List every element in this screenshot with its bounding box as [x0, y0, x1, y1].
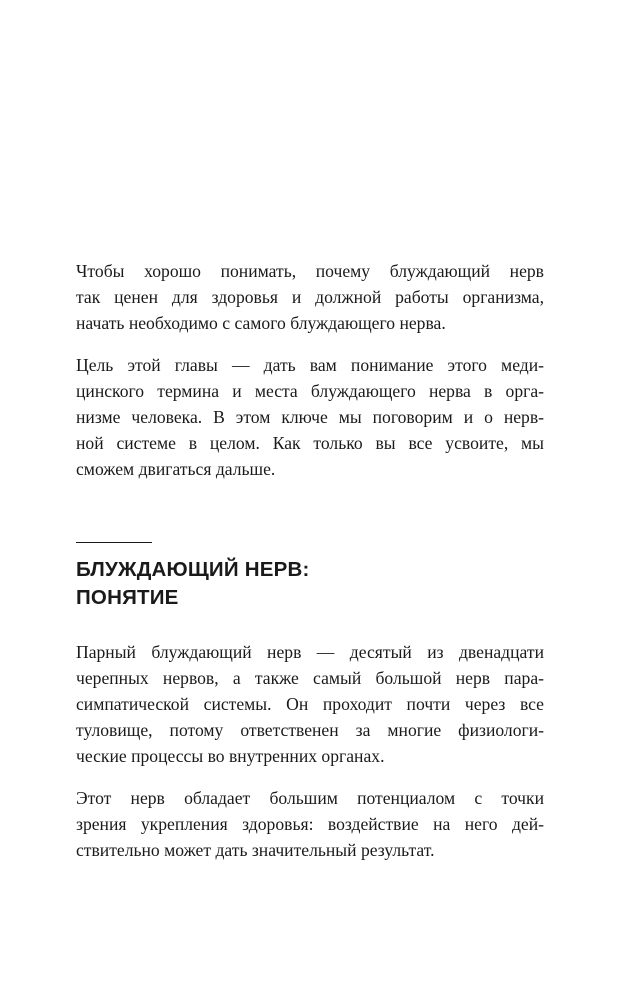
section-heading [76, 556, 544, 612]
text-line: ческие процессы во внутренних органах. [76, 746, 385, 767]
text-line: ствительно может дать значительный результат. [76, 840, 435, 861]
text-line: так ценен для здоровья и должной работы организма, [76, 287, 544, 308]
section-paragraph-2 [76, 785, 544, 864]
section-paragraph-1 [76, 639, 544, 770]
text-line: Цель этой главы — дать вам понимание этого меди- [76, 354, 544, 375]
text-line: черепных нервов, а также самый большой нерв пара- [76, 667, 544, 688]
text-line: Этот нерв обладает большим потенциалом с точки [76, 787, 544, 808]
text-line: Парный блуждающий нерв — десятый из двенадцати [76, 641, 544, 662]
section-heading-line-2: ПОНЯТИЕ [76, 585, 179, 609]
intro-paragraph-1 [76, 258, 544, 337]
text-line: зрения укрепления здоровья: воздействие на него дей- [76, 813, 544, 834]
text-line: низме человека. В этом ключе мы поговорим и о нерв- [76, 407, 544, 428]
text-line: симпатической системы. Он проходит почти через все [76, 694, 544, 715]
text-line: ной системе в целом. Как только вы все усвоите, мы [76, 433, 544, 454]
intro-paragraph-2 [76, 352, 544, 483]
page-content [76, 258, 544, 863]
text-line: Чтобы хорошо понимать, почему блуждающий нерв [76, 261, 544, 281]
text-line: начать необходимо с самого блуждающего нерва. [76, 313, 446, 334]
section-divider [76, 542, 152, 543]
text-line: туловище, потому ответственен за многие физиологи- [76, 720, 544, 741]
text-line: цинского термина и места блуждающего нерва в орга- [76, 380, 544, 401]
text-line: сможем двигаться дальше. [76, 459, 276, 480]
section-heading-line-1: БЛУЖДАЮЩИЙ НЕРВ: [76, 557, 310, 581]
